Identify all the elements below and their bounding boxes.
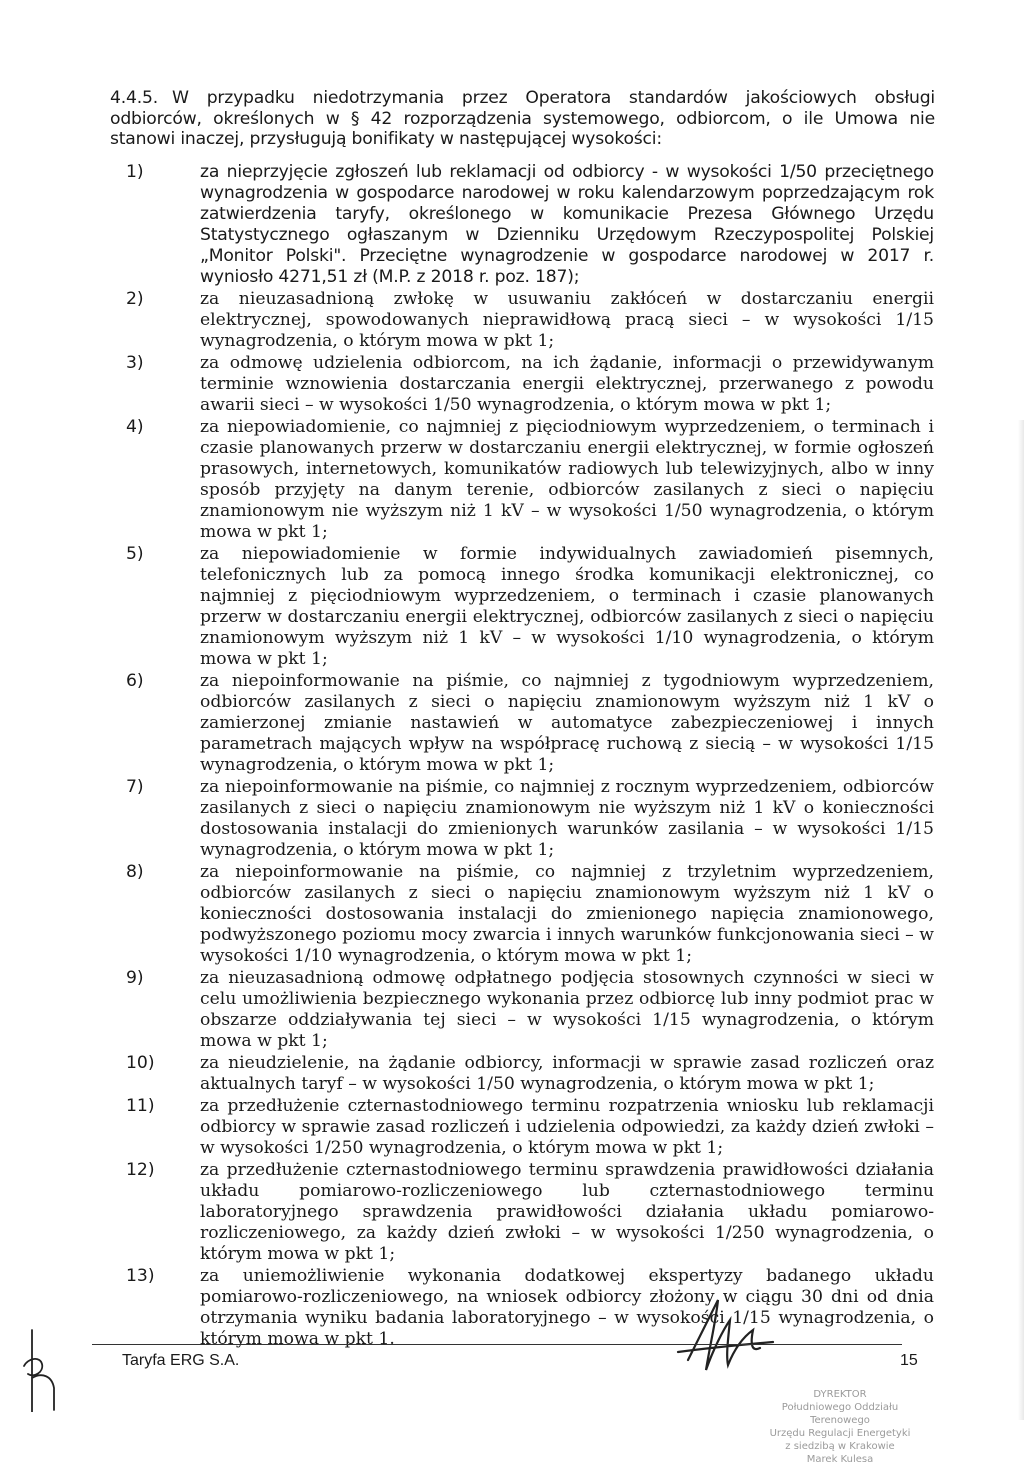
list-item bbox=[126, 1160, 934, 1265]
list-item bbox=[126, 1266, 934, 1350]
bonus-list bbox=[126, 162, 934, 1351]
footer-company: Taryfa ERG S.A. bbox=[122, 1352, 240, 1369]
list-item-text: za nieuzasadnioną zwłokę w usuwaniu zakłóceń w dostarczaniu energii elektrycznej, spowodowanych nieprawidłową pracą sieci – w wysokości 1/15 wynagrodzenia, o którym mowa w pkt 1; bbox=[200, 289, 934, 351]
list-item bbox=[126, 162, 934, 288]
list-item-number: 10) bbox=[126, 1053, 155, 1073]
footer-rule bbox=[92, 1344, 902, 1345]
list-item-number: 4) bbox=[126, 417, 144, 437]
list-item-number: 1) bbox=[126, 162, 144, 182]
list-item bbox=[126, 777, 934, 861]
list-item bbox=[126, 862, 934, 967]
list-item bbox=[126, 671, 934, 776]
list-item-number: 9) bbox=[126, 968, 144, 988]
signature-icon bbox=[668, 1290, 778, 1390]
page-number: 15 bbox=[900, 1352, 918, 1369]
scan-edge bbox=[1018, 420, 1024, 1420]
list-item-text: za nieuzasadnioną odmowę odpłatnego podjęcia stosownych czynności w sieci w celu umożliwienia bezpiecznego wykonania przez odbiorcę lub inny podmiot prac w obszarze oddziaływania tej sieci – w wysokości 1/15 wynagrodzenia, o którym mowa w pkt 1; bbox=[200, 968, 934, 1051]
list-item bbox=[126, 353, 934, 416]
list-item-number: 13) bbox=[126, 1266, 155, 1286]
list-item-text: za odmowę udzielenia odbiorcom, na ich żądanie, informacji o przewidywanym terminie wznowienia dostarczania energii elektrycznej, przerwanego z powodu awarii sieci – w wysokości 1/50 wynagrodzenia, o którym mowa w pkt 1; bbox=[200, 353, 934, 415]
list-item-number: 2) bbox=[126, 289, 144, 309]
list-item-number: 5) bbox=[126, 544, 144, 564]
list-item-text: za nieudzielenie, na żądanie odbiorcy, informacji w sprawie zasad rozliczeń oraz aktualnych taryf – w wysokości 1/50 wynagrodzenia, o którym mowa w pkt 1; bbox=[200, 1053, 934, 1094]
list-item bbox=[126, 968, 934, 1052]
list-item-text: za niepowiadomienie w formie indywidualnych zawiadomień pisemnych, telefonicznych lub za pomocą innego środka komunikacji elektronicznej, co najmniej z pięciodniowym wyprzedzeniem, o terminach i czasie planowanych przerw w dostarczaniu energii elektrycznej, odbiorców zasilanych z sieci o napięciu znamionowym wyższym niż 1 kV – w wysokości 1/10 wynagrodzenia, o którym mowa w pkt 1; bbox=[200, 544, 934, 669]
official-stamp bbox=[760, 1388, 920, 1466]
list-item-text: za przedłużenie czternastodniowego terminu sprawdzenia prawidłowości działania układu pomiarowo-rozliczeniowego lub czternastodniowego terminu laboratoryjnego sprawdzenia prawidłowości działania układu pomiarowo-rozliczeniowego, za każdy dzień zwłoki – w wysokości 1/250 wynagrodzenia, o którym mowa w pkt 1; bbox=[200, 1160, 934, 1264]
list-item-text: za niepoinformowanie na piśmie, co najmniej z tygodniowym wyprzedzeniem, odbiorców zasilanych z sieci o napięciu znamionowym wyższym niż 1 kV o zamierzonej zmianie nastawień w automatyce zabezpieczeniowej i innych parametrach mających wpływ na współpracę ruchową z siecią – w wysokości 1/15 wynagrodzenia, o którym mowa w pkt 1; bbox=[200, 671, 934, 775]
list-item-text: za nieprzyjęcie zgłoszeń lub reklamacji od odbiorcy - w wysokości 1/50 przeciętnego wynagrodzenia w gospodarce narodowej w roku kalendarzowym poprzedzającym rok zatwierdzenia taryfy, określonego w komunikacie Prezesa Głównego Urzędu Statystycznego ogłaszanym w Dzienniku Urzędowym Rzeczypospolitej Polskiej „Monitor Polski". Przeciętne wynagrodzenie w gospodarce narodowej w 2017 r. wyniosło 4271,51 zł (M.P. z 2018 r. poz. 187); bbox=[200, 162, 934, 287]
list-item bbox=[126, 417, 934, 543]
stamp-line: Marek Kulesa bbox=[806, 1454, 874, 1465]
list-item-number: 12) bbox=[126, 1160, 155, 1180]
list-item-text: za przedłużenie czternastodniowego terminu rozpatrzenia wniosku lub reklamacji odbiorcy w sprawie zasad rozliczeń i udzielenia odpowiedzi, za każdy dzień zwłoki – w wysokości 1/250 wynagrodzenia, o którym mowa w pkt 1; bbox=[200, 1096, 934, 1158]
section-number: 4.4.5. bbox=[110, 88, 158, 108]
list-item-number: 6) bbox=[126, 671, 144, 691]
list-item-number: 8) bbox=[126, 862, 144, 882]
list-item bbox=[126, 289, 934, 352]
stamp-line: z siedzibą w Krakowie bbox=[785, 1441, 895, 1452]
list-item-number: 3) bbox=[126, 353, 144, 373]
list-item-number: 11) bbox=[126, 1096, 155, 1116]
stamp-line: Urzędu Regulacji Energetyki bbox=[769, 1428, 911, 1439]
stamp-line: Południowego Oddziału Terenowego bbox=[781, 1402, 899, 1426]
list-item bbox=[126, 1096, 934, 1159]
list-item-text: za niepowiadomienie, co najmniej z pięciodniowym wyprzedzeniem, o terminach i czasie planowanych przerw w dostarczaniu energii elektrycznej, w formie ogłoszeń prasowych, internetowych, komunikatów radiowych lub telewizyjnych, albo w inny sposób przyjęty na danym terenie, odbiorców zasilanych z sieci o napięciu znamionowym nie wyższym niż 1 kV – w wysokości 1/50 wynagrodzenia, o którym mowa w pkt 1; bbox=[200, 417, 934, 542]
section-4-4-5 bbox=[110, 88, 935, 150]
list-item bbox=[126, 544, 934, 670]
list-item-text: za uniemożliwienie wykonania dodatkowej ekspertyzy badanego układu pomiarowo-rozliczeniowego, na wniosek odbiorcy złożony w ciągu 30 dni od dnia otrzymania wyniku badania laboratoryjnego – w wysokości 1/15 wynagrodzenia, o którym mowa w pkt 1. bbox=[200, 1266, 934, 1349]
section-intro bbox=[110, 88, 935, 150]
list-item bbox=[126, 1053, 934, 1095]
section-intro-text: W przypadku niedotrzymania przez Operatora standardów jakościowych obsługi odbiorców, określonych w § 42 rozporządzenia systemowego, odbiorcom, o ile Umowa nie stanowi inaczej, przysługują bonifikaty w następującej wysokości: bbox=[110, 88, 935, 149]
list-item-number: 7) bbox=[126, 777, 144, 797]
list-item-text: za niepoinformowanie na piśmie, co najmniej z rocznym wyprzedzeniem, odbiorców zasilanych z sieci o napięciu znamionowym nie wyższym niż 1 kV o konieczności dostosowania instalacji do zmienionych warunków zasilania – w wysokości 1/15 wynagrodzenia, o którym mowa w pkt 1; bbox=[200, 777, 934, 860]
stamp-line: DYREKTOR bbox=[813, 1389, 867, 1400]
initials-signature-icon bbox=[20, 1328, 60, 1412]
list-item-text: za niepoinformowanie na piśmie, co najmniej z trzyletnim wyprzedzeniem, odbiorców zasilanych z sieci o napięciu znamionowym wyższym niż 1 kV o konieczności dostosowania instalacji do zmienionego napięcia znamionowego, podwyższonego poziomu mocy zwarcia i innych warunków funkcjonowania sieci – w wysokości 1/10 wynagrodzenia, o którym mowa w pkt 1; bbox=[200, 862, 934, 966]
